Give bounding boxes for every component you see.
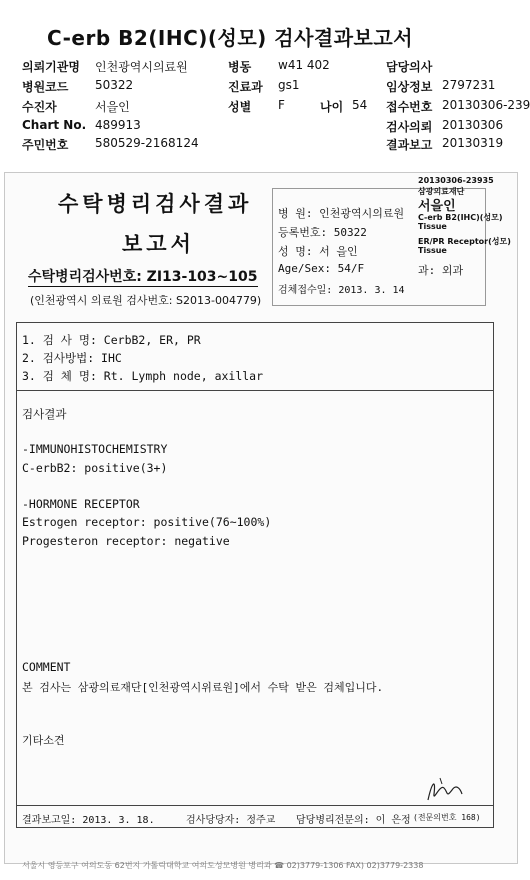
slip-line4: C-erb B2(IHC)(성모): [418, 213, 503, 222]
specimen-source: 3. 검 체 명: Rt. Lymph node, axillar: [22, 369, 264, 383]
dept-label: 진료과: [228, 80, 263, 94]
hormone-heading: -HORMONE RECEPTOR: [22, 497, 140, 511]
report-title-line2: 보고서: [122, 231, 195, 256]
hospital-code-label: 병원코드: [22, 80, 69, 94]
reference-number: (인천광역시 의료원 검사번호: S2013-004779): [30, 294, 262, 307]
ihc-heading: -IMMUNOHISTOCHEMISTRY: [22, 442, 168, 456]
cerbb2-result: C-erbB2: positive(3+): [22, 461, 168, 475]
estrogen-result: Estrogen receptor: positive(76~100%): [22, 515, 272, 529]
sex-value: F: [278, 98, 285, 112]
pathologist-license: (전문의번호 168): [413, 813, 481, 822]
specimen-method: 2. 검사방법: IHC: [22, 351, 122, 365]
ward-value: w41 402: [278, 58, 330, 72]
patient-agesex: Age/Sex: 54/F: [278, 262, 365, 275]
page-title: C-erb B2(IHC)(성모) 검사결과보고서: [46, 26, 414, 50]
patient-received: 검체접수일: 2013. 3. 14: [278, 285, 405, 296]
patient-reg-no: 등록번호: 50322: [278, 226, 367, 239]
institution-value: 인천광역시의료원: [95, 60, 188, 74]
slip-line2: 삼광의료재단: [418, 187, 465, 196]
signature: [422, 774, 466, 806]
slip-name: 서을인: [418, 199, 456, 214]
other-findings-heading: 기타소견: [22, 734, 65, 747]
age-value: 54: [352, 98, 368, 112]
footer-address: 서울시 영등포구 여의도동 62번지 가톨릭대학교 여의도성모병원 병리과 ☎ 02)3779-1306 FAX) 02)3779-2338: [22, 861, 424, 870]
comment-text: 본 검사는 삼광의료재단[인천광역시위료원]에서 수탁 받은 검체입니다.: [22, 681, 384, 694]
examinee-label: 수진자: [22, 100, 57, 114]
id-value: 580529-2168124: [95, 136, 199, 150]
examinee-value: 서을인: [95, 100, 130, 114]
clinical-label: 임상정보: [386, 80, 433, 94]
report-date: 결과보고일: 2013. 3. 18.: [22, 815, 155, 826]
report-title-line1: 수탁병리검사결과: [58, 191, 253, 216]
sex-label: 성별: [228, 100, 252, 114]
chart-value: 489913: [95, 118, 141, 132]
patient-dept: 과: 외과: [418, 264, 464, 277]
slip-line5: Tissue: [418, 222, 447, 231]
report-value: 20130319: [442, 136, 504, 150]
patient-hospital: 병 원: 인천광역시의료원: [278, 207, 405, 220]
age-label: 나이: [320, 100, 344, 114]
patient-name: 성 명: 서 을인: [278, 245, 358, 258]
progesterone-result: Progesteron receptor: negative: [22, 534, 230, 548]
receipt-label: 접수번호: [386, 100, 433, 114]
divider: [16, 390, 494, 391]
request-value: 20130306: [442, 118, 504, 132]
chart-label: Chart No.: [22, 118, 87, 132]
report-label: 결과보고: [386, 138, 433, 152]
pathologist: 담당병리전문의: 이 은정: [296, 815, 411, 826]
clinical-value: 2797231: [442, 78, 496, 92]
slip-line6: ER/PR Receptor(성모): [418, 237, 511, 246]
doctor-label: 담당의사: [386, 60, 433, 74]
receipt-value: 20130306-239: [442, 98, 530, 112]
dept-value: gs1: [278, 78, 300, 92]
institution-label: 의뢰기관명: [22, 60, 80, 74]
slip-line7: Tissue: [418, 246, 447, 255]
report-number: 수탁병리검사번호: ZI13-103~105: [28, 266, 258, 287]
request-label: 검사의뢰: [386, 120, 433, 134]
slip-line1: 20130306-23935: [418, 176, 494, 185]
report-body-box: [16, 322, 494, 828]
comment-heading: COMMENT: [22, 660, 71, 674]
results-heading: 검사결과: [22, 407, 67, 421]
id-label: 주민번호: [22, 138, 69, 152]
technician: 검사당당자: 정주교: [186, 815, 276, 826]
ward-label: 병동: [228, 60, 252, 74]
hospital-code-value: 50322: [95, 78, 134, 92]
specimen-test-name: 1. 검 사 명: CerbB2, ER, PR: [22, 333, 201, 347]
